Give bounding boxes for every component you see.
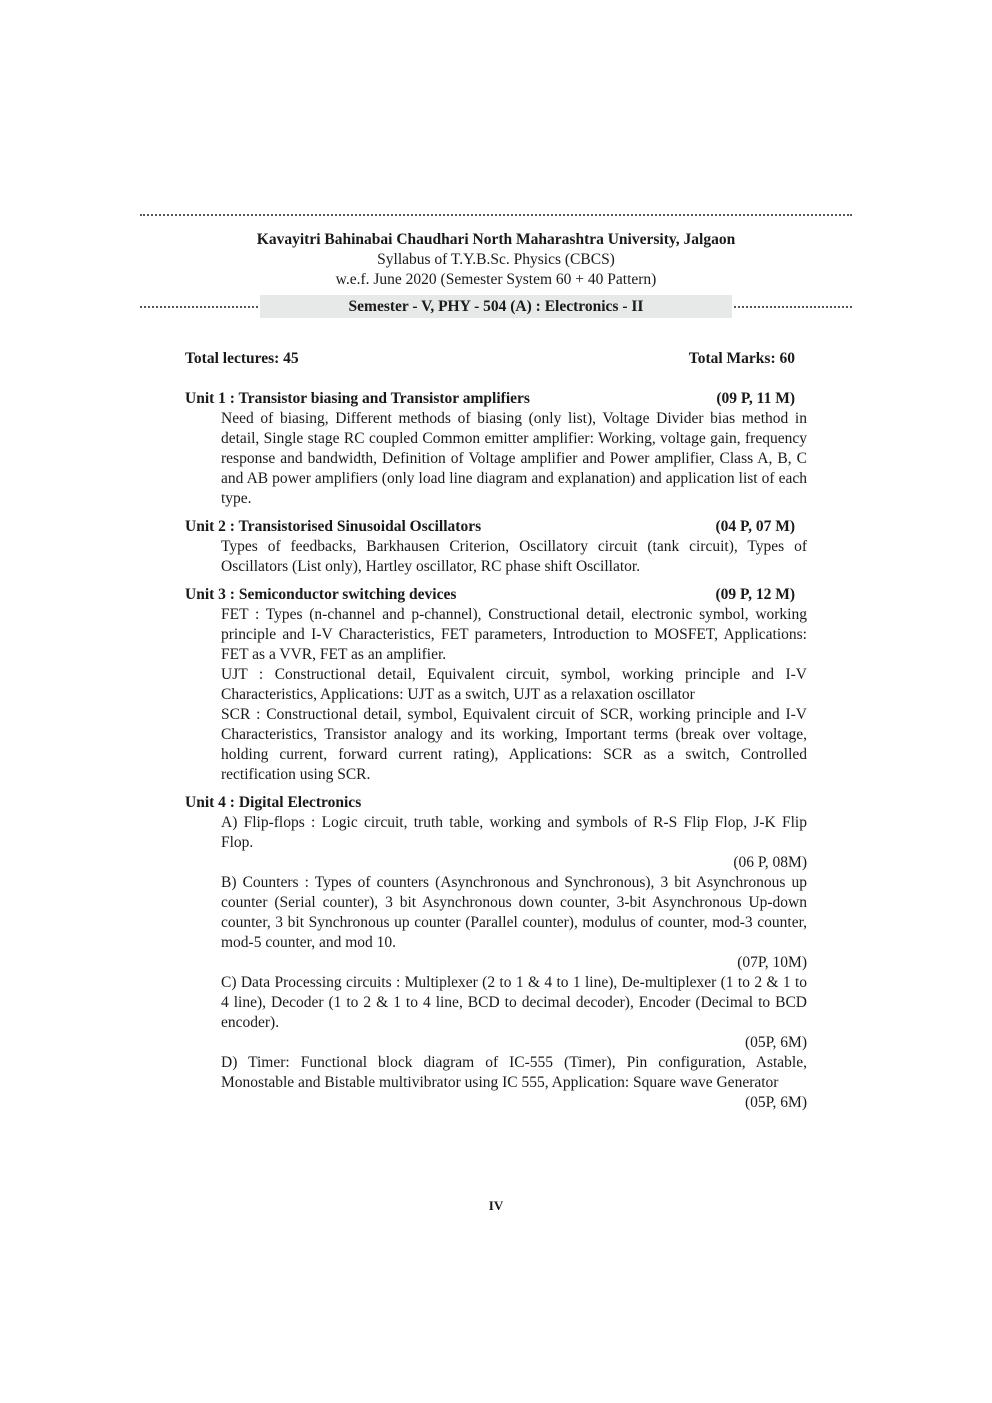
- left-dotted-rule: [140, 306, 258, 308]
- section-marks: (07P, 10M): [737, 954, 807, 971]
- section-marks: (06 P, 08M): [733, 854, 807, 871]
- unit-paragraph: Need of biasing, Different methods of biasing (only list), Voltage Divider bias method in detail, Single stage RC coupled Common emitter amplifier: Working, voltage gain, frequency response and bandwidth, Definition of Voltage amplifier and Power amplifier, Class A, B, C and AB power amplifiers (only load line diagram and explanation) and application list of each type.: [221, 410, 807, 507]
- unit-body: [185, 409, 807, 509]
- unit-4: [185, 793, 807, 1113]
- totals-row: [185, 349, 807, 369]
- unit-heading: [185, 389, 807, 409]
- fet-paragraph: FET : Types (n-channel and p-channel), Constructional detail, electronic symbol, working principle and I-V Characteristics, FET parameters, Introduction to MOSFET, Applications: FET as a VVR, FET as an amplifier.: [221, 606, 807, 663]
- unit-2: [185, 517, 807, 577]
- course-banner: Semester - V, PHY - 504 (A) : Electronics - II: [260, 295, 732, 318]
- scr-paragraph: SCR : Constructional detail, symbol, Equivalent circuit of SCR, working principle and I-V Characteristics, Transistor analogy and its working, Important terms (break over voltage, holding current, forward current rating), Applications: SCR as a switch, Controlled rectification using SCR.: [221, 706, 807, 783]
- unit-body: [185, 537, 807, 577]
- unit-1: [185, 389, 807, 509]
- page-number: IV: [488, 1198, 504, 1213]
- top-dotted-rule: [140, 214, 852, 216]
- timer-section: D) Timer: Functional block diagram of IC-555 (Timer), Pin configuration, Astable, Monostable and Bistable multivibrator using IC 555, Application: Square wave Generator: [221, 1054, 807, 1091]
- ujt-paragraph: UJT : Constructional detail, Equivalent circuit, symbol, working principle and I-V Characteristics, Applications: UJT as a switch, UJT as a relaxation oscillator: [221, 666, 807, 703]
- unit-title: Unit 1 : Transistor biasing and Transistor amplifiers: [185, 390, 530, 407]
- syllabus-content: [185, 349, 807, 1121]
- unit-body: [185, 605, 807, 785]
- unit-body: [185, 813, 807, 1113]
- unit-marks: (04 P, 07 M): [715, 518, 795, 535]
- unit-heading: [185, 793, 807, 813]
- unit-title: Unit 2 : Transistorised Sinusoidal Oscillators: [185, 518, 482, 535]
- unit-marks: (09 P, 11 M): [716, 390, 795, 407]
- university-name: Kavayitri Bahinabai Chaudhari North Maharashtra University, Jalgaon: [256, 231, 736, 248]
- section-marks: (05P, 6M): [744, 1094, 807, 1111]
- counters-section: B) Counters : Types of counters (Asynchronous and Synchronous), 3 bit Asynchronous up counter (Serial counter), 3 bit Asynchronous down counter, 3-bit Asynchronous Up-down counter, 3 bit Synchronous up counter (Parallel counter), modulus of counter, mod-3 counter, mod-5 counter, and mod 10.: [221, 874, 807, 951]
- syllabus-title: Syllabus of T.Y.B.Sc. Physics (CBCS): [377, 251, 615, 268]
- unit-heading: [185, 517, 807, 537]
- unit-paragraph: Types of feedbacks, Barkhausen Criterion, Oscillatory circuit (tank circuit), Types of Oscillators (List only), Hartley oscillator, RC phase shift Oscillator.: [221, 538, 807, 575]
- section-marks: (05P, 6M): [744, 1034, 807, 1051]
- right-dotted-rule: [734, 306, 852, 308]
- total-lectures: Total lectures: 45: [185, 350, 299, 367]
- unit-heading: [185, 585, 807, 605]
- unit-title: Unit 4 : Digital Electronics: [185, 794, 362, 811]
- total-marks: Total Marks: 60: [688, 350, 795, 367]
- flip-flops-section: A) Flip-flops : Logic circuit, truth table, working and symbols of R-S Flip Flop, J-K Flip Flop.: [221, 814, 807, 851]
- pattern-note: w.e.f. June 2020 (Semester System 60 + 40 Pattern): [335, 271, 657, 288]
- unit-marks: (09 P, 12 M): [715, 586, 795, 603]
- unit-title: Unit 3 : Semiconductor switching devices: [185, 586, 457, 603]
- data-processing-section: C) Data Processing circuits : Multiplexer (2 to 1 & 4 to 1 line), De-multiplexer (1 to 2 & 1 to 4 line), Decoder (1 to 2 & 1 to 4 line, BCD to decimal decoder), Encoder (Decimal to BCD encoder).: [221, 974, 807, 1031]
- unit-3: [185, 585, 807, 785]
